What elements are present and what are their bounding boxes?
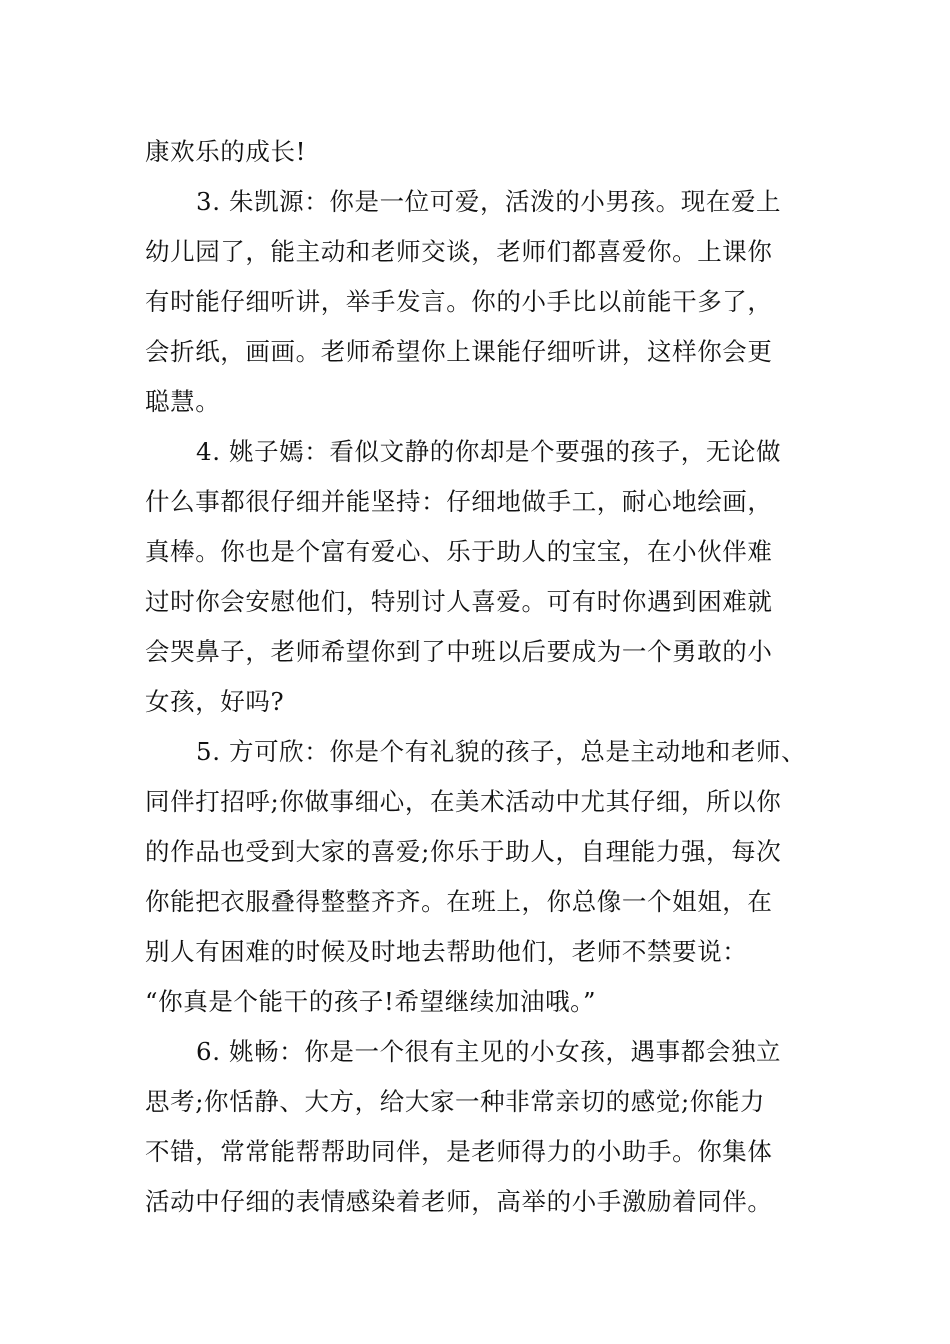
text-line: 同伴打招呼;你做事细心，在美术活动中尤其仔细，所以你 (145, 787, 782, 816)
text-line: 会哭鼻子，老师希望你到了中班以后要成为一个勇敢的小 (145, 637, 773, 666)
text-line: 有时能仔细听讲，举手发言。你的小手比以前能干多了， (145, 287, 773, 316)
paragraph-6-first-line: 6. 姚畅：你是一个很有主见的小女孩，遇事都会独立 (196, 1037, 782, 1066)
text-line: 的作品也受到大家的喜爱;你乐于助人，自理能力强，每次 (145, 837, 782, 866)
text-line: 思考;你恬静、大方，给大家一种非常亲切的感觉;你能力 (145, 1087, 766, 1116)
text-line: 别人有困难的时候及时地去帮助他们，老师不禁要说： (145, 937, 748, 966)
text-line: “你真是个能干的孩子!希望继续加油哦。” (145, 987, 597, 1016)
text-line: 不错，常常能帮帮助同伴，是老师得力的小助手。你集体 (145, 1137, 773, 1166)
paragraph-4-first-line: 4. 姚子嫣：看似文静的你却是个要强的孩子，无论做 (196, 437, 782, 466)
text-line: 幼儿园了，能主动和老师交谈，老师们都喜爱你。上课你 (145, 237, 773, 266)
document-body (145, 127, 815, 1227)
text-line: 康欢乐的成长! (145, 137, 307, 166)
text-line: 活动中仔细的表情感染着老师，高举的小手激励着同伴。 (145, 1187, 773, 1216)
text-line: 聪慧。 (145, 387, 221, 416)
text-line: 过时你会安慰他们，特别讨人喜爱。可有时你遇到困难就 (145, 587, 773, 616)
paragraph-3-first-line: 3. 朱凯源：你是一位可爱，活泼的小男孩。现在爱上 (196, 187, 782, 216)
text-line: 真棒。你也是个富有爱心、乐于助人的宝宝，在小伙伴难 (145, 537, 773, 566)
text-line: 你能把衣服叠得整整齐齐。在班上，你总像一个姐姐，在 (145, 887, 773, 916)
text-line: 会折纸，画画。老师希望你上课能仔细听讲，这样你会更 (145, 337, 773, 366)
text-line: 女孩，好吗? (145, 687, 285, 716)
text-line: 什么事都很仔细并能坚持：仔细地做手工，耐心地绘画， (145, 487, 773, 516)
paragraph-5-first-line: 5. 方可欣：你是个有礼貌的孩子，总是主动地和老师、 (196, 737, 807, 766)
